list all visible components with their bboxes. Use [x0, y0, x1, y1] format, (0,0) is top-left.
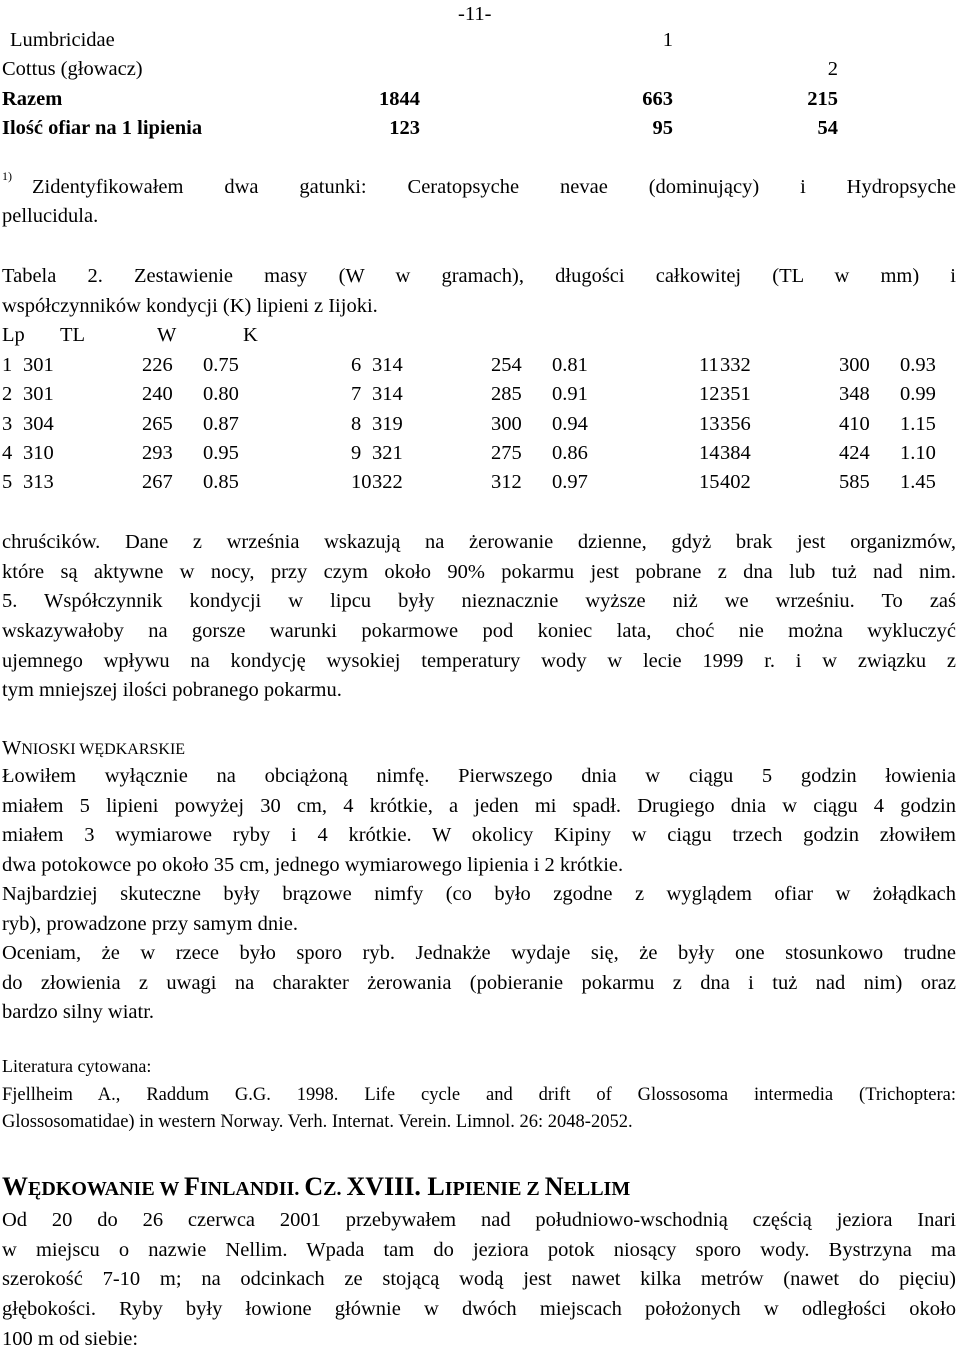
prey-row-name: Lumbricidae [10, 29, 115, 51]
table2-cell: 13 [699, 412, 720, 435]
prey-per-fish-value: 95 [652, 117, 673, 139]
table2-cell: 304 [23, 412, 54, 435]
text-line: głębokości. Ryby były łowione głównie w dwóch miejscach położonych w odległości około [2, 1298, 956, 1321]
table2-cell: 0.93 [900, 354, 936, 376]
text-line: tym mniejszej ilości pobranego pokarmu. [2, 679, 342, 702]
table2-cell: 285 [491, 383, 522, 406]
article-title [2, 1174, 630, 1200]
title-part: C [304, 1172, 324, 1201]
table2-header: TL [60, 324, 86, 346]
paragraph-assessment [2, 943, 956, 1032]
text-line: które są aktywne w nocy, przy czym około 90% pokarmu jest pobrane z dna lub tuż nad nim. [2, 560, 956, 583]
heading-initial: W [2, 737, 22, 759]
table2-cell: 6 [351, 354, 362, 376]
paragraph-nellim [2, 1210, 956, 1358]
table2-cell: 351 [720, 383, 751, 406]
table2-cell: 310 [23, 441, 54, 464]
table2-cell: 0.91 [552, 383, 588, 406]
table2-cell: 4 [2, 441, 13, 464]
title-part: L [427, 1172, 445, 1201]
table2-cell: 11 [699, 354, 719, 376]
title-part: IPIENIE Z [444, 1178, 545, 1200]
text-line: ryb), prowadzone przy samym dnie. [2, 912, 299, 935]
table2-cell: 321 [372, 441, 403, 464]
text-line: ujemnego wpływu na kondycję wysokiej temperatury wody w lecie 1999 r. i w związku z [2, 649, 956, 672]
table2-cell: 0.85 [203, 471, 239, 494]
table2-cell: 300 [491, 412, 522, 435]
table2-cell: 240 [142, 383, 173, 406]
table2-cell: 1.10 [900, 441, 936, 464]
table2-cell: 301 [23, 354, 54, 376]
title-part: N [544, 1172, 564, 1201]
prey-totals-label: Razem [2, 88, 63, 110]
footnote-line: Zidentyfikowałem dwa gatunki: Ceratopsyche nevae (dominujący) i Hydropsyche [32, 176, 956, 198]
title-part: F [183, 1172, 200, 1201]
title-part: XVIII. [346, 1172, 428, 1201]
table2-cell: 2 [2, 383, 13, 406]
table2-header: Lp [2, 324, 25, 346]
table2-cell: 0.80 [203, 383, 239, 406]
table2-cell: 226 [142, 354, 173, 376]
text-line: Łowiłem wyłącznie na obciążoną nimfę. Pierwszego dnia w ciągu 5 godzin łowienia [2, 765, 956, 787]
table2-cell: 319 [372, 412, 403, 435]
table2-cell: 9 [351, 441, 362, 464]
prey-row-value: 1 [662, 29, 673, 51]
prey-row-name: Cottus (głowacz) [2, 58, 143, 80]
prey-per-fish-value: 54 [817, 117, 838, 139]
section-heading-wnioski [2, 738, 185, 759]
table2-cell: 1.45 [900, 471, 936, 494]
table2-cell: 12 [699, 383, 720, 406]
table2-cell: 0.99 [900, 383, 936, 406]
table2-cell: 314 [372, 354, 403, 376]
text-line: 100 m od siebie: [2, 1327, 139, 1350]
prey-per-fish-label: Ilość ofiar na 1 lipienia [2, 117, 203, 139]
table2-cell: 313 [23, 471, 54, 494]
table2-cell: 410 [839, 412, 870, 435]
table2-cell: 7 [351, 383, 362, 406]
reference-line: Glossosomatidae) in western Norway. Verh. Internat. Verein. Limnol. 26: 2048-2052. [2, 1112, 633, 1132]
table2-cell: 424 [839, 441, 870, 464]
table2-cell: 322 [372, 471, 403, 494]
table2-header: K [243, 324, 258, 346]
text-line: szerokość 7-10 m; na odcinkach ze stojącą wodą jest nawet kilka metrów (nawet do pięciu) [2, 1268, 956, 1291]
table2-cell: 0.86 [552, 441, 588, 464]
table2-cell: 0.75 [203, 354, 239, 376]
heading-rest: NIOSKI WĘDKARSKIE [21, 741, 186, 758]
table2-cell: 314 [372, 383, 403, 406]
table2-cell: 275 [491, 441, 522, 464]
reference-line: Fjellheim A., Raddum G.G. 1998. Life cycle and drift of Glossosoma intermedia (Trichoptera: [2, 1085, 956, 1105]
table2-cell: 0.94 [552, 412, 588, 435]
title-part: ĘDKOWANIE W [28, 1178, 184, 1200]
title-part: W [2, 1172, 28, 1201]
table2-cell: 300 [839, 354, 870, 376]
table2-cell: 10 [351, 471, 372, 494]
footnote-line: pellucidula. [2, 205, 99, 227]
table2-cell: 585 [839, 471, 870, 494]
title-part: Z. [323, 1178, 347, 1200]
table2-caption-line: współczynników kondycji (K) lipieni z Iijoki. [2, 295, 378, 317]
text-line: dwa potokowce po około 35 cm, jednego wymiarowego lipienia i 2 krótkie. [2, 854, 624, 877]
table2-cell: 1.15 [900, 412, 936, 435]
table2-cell: 14 [699, 441, 720, 464]
text-line: wskazywałoby na gorsze warunki pokarmowe pod koniec lata, choć nie można wykluczyć [2, 620, 956, 643]
prey-totals-value: 215 [807, 88, 838, 110]
table2-caption-line: Tabela 2. Zestawienie masy (W w gramach), długości całkowitej (TL w mm) i [2, 265, 956, 287]
table2-cell: 5 [2, 471, 13, 494]
paragraph-fishing [2, 766, 956, 885]
table2-cell: 402 [720, 471, 751, 494]
prey-per-fish-value: 123 [389, 117, 420, 139]
prey-totals-value: 1844 [379, 88, 420, 110]
table2-cell: 3 [2, 412, 13, 435]
text-line: Najbardziej skuteczne były brązowe nimfy (co było zgodne z wyglądem ofiar w żołądkach [2, 883, 956, 905]
references-heading: Literatura cytowana: [2, 1056, 152, 1076]
page-number: -11- [458, 3, 492, 25]
text-line: w miejscu o nazwie Nellim. Wpada tam do jeziora potok niosący sporo wody. Bystrzyna ma [2, 1238, 956, 1261]
text-line: Od 20 do 26 czerwca 2001 przebywałem nad południowo-wschodnią częścią jeziora Inari [2, 1209, 956, 1231]
text-line: Oceniam, że w rzece było sporo ryb. Jednakże wydaje się, że były one stosunkowo trudne [2, 942, 956, 964]
table2-cell: 1 [2, 354, 13, 376]
text-line: do złowienia z uwagi na charakter żerowania (pobieranie pokarmu z dna i tuż nad nim) oraz [2, 971, 956, 994]
table2-cell: 384 [720, 441, 751, 464]
title-part: ELLIM [563, 1178, 631, 1200]
table2-header: W [157, 324, 177, 346]
paragraph-nymphs [2, 884, 956, 943]
table2-cell: 265 [142, 412, 173, 435]
table2-cell: 15 [699, 471, 720, 494]
table2-cell: 0.95 [203, 441, 239, 464]
text-line: bardzo silny wiatr. [2, 1001, 155, 1024]
paragraph-diet [2, 532, 956, 710]
table2-cell: 267 [142, 471, 173, 494]
table2-cell: 8 [351, 412, 362, 435]
table2-cell: 293 [142, 441, 173, 464]
prey-totals-value: 663 [642, 88, 673, 110]
table2-cell: 348 [839, 383, 870, 406]
text-line: miałem 3 wymiarowe ryby i 4 krótkie. W okolicy Kipiny w ciągu trzech godzin złowiłem [2, 824, 956, 847]
prey-row-value: 2 [827, 58, 838, 80]
table2-cell: 0.97 [552, 471, 588, 494]
table2-cell: 0.87 [203, 412, 239, 435]
table2-cell: 254 [491, 354, 522, 376]
table2-cell: 356 [720, 412, 751, 435]
title-part: INLANDII. [199, 1178, 305, 1200]
text-line: 5. Współczynnik kondycji w lipcu były nieznacznie wyższe niż we wrześniu. To zaś [2, 590, 956, 613]
text-line: chruścików. Dane z września wskazują na żerowanie dzienne, gdyż brak jest organizmów, [2, 531, 956, 553]
table2-cell: 312 [491, 471, 522, 494]
footnote-marker: 1) [2, 169, 12, 183]
text-line: miałem 5 lipieni powyżej 30 cm, 4 krótkie, a jeden mi spadł. Drugiego dnia w ciągu 4 godzin [2, 794, 956, 817]
table2-cell: 301 [23, 383, 54, 406]
table2-cell: 332 [720, 354, 751, 376]
table2-cell: 0.81 [552, 354, 588, 376]
